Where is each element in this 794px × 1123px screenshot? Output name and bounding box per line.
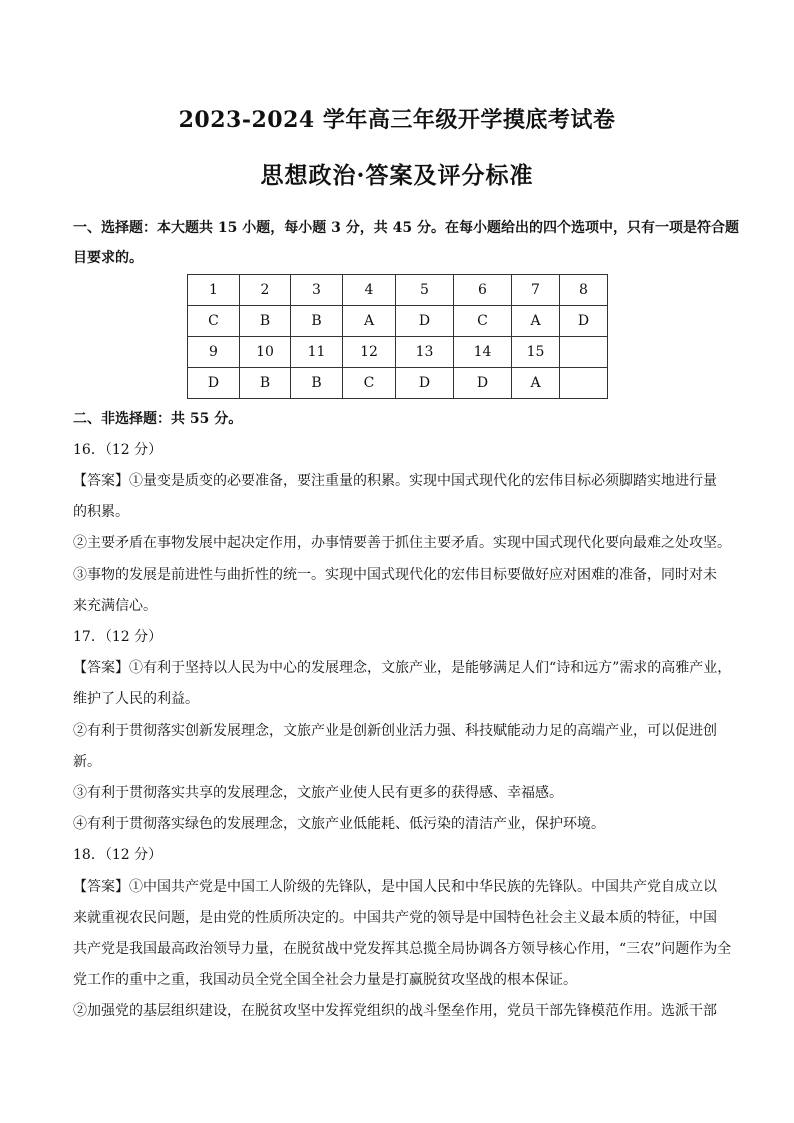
table-cell: C — [454, 306, 512, 337]
section2-heading: 二、非选择题：共 55 分。 — [73, 411, 243, 427]
table-cell: D — [454, 368, 512, 399]
q17-answer-line: 新。 — [73, 754, 101, 770]
table-cell: C — [343, 368, 396, 399]
section1-heading: 一、选择题：本大题共 15 小题，每小题 3 分，共 45 分。在每小题给出的四个选项中，只有一项是符合题 — [73, 220, 739, 236]
q18-answer-line: 党工作的重中之重，我国动员全党全国全社会力量是打赢脱贫攻坚战的根本保证。 — [73, 972, 577, 988]
table-cell: B — [291, 368, 343, 399]
table-row — [188, 337, 608, 368]
table-cell: 13 — [396, 337, 454, 368]
table-cell — [560, 337, 608, 368]
table-row — [188, 275, 608, 306]
section1-heading-cont: 目要求的。 — [73, 250, 143, 266]
q17-answer-line: ④有利于贯彻落实绿色的发展理念，文旅产业低能耗、低污染的清洁产业，保护环境。 — [73, 816, 605, 832]
table-cell: 11 — [291, 337, 343, 368]
table-cell: D — [396, 306, 454, 337]
q18-answer-line: 来就重视农民问题，是由党的性质所决定的。中国共产党的领导是中国特色社会主义最本质的特征，中国 — [73, 910, 717, 926]
table-cell: 3 — [291, 275, 343, 306]
q18-answer-line: 【答案】①中国共产党是中国工人阶级的先锋队，是中国人民和中华民族的先锋队。中国共产党自成立以 — [73, 879, 717, 895]
exam-title: 2023-2024 学年高三年级开学摸底考试卷 — [178, 107, 616, 133]
table-row — [188, 368, 608, 399]
table-cell: 5 — [396, 275, 454, 306]
table-cell: 14 — [454, 337, 512, 368]
q18-answer-line: ②加强党的基层组织建设，在脱贫攻坚中发挥党组织的战斗堡垒作用，党员干部先锋模范作用。选派干部 — [73, 1003, 717, 1019]
q16-answer-line: 来充满信心。 — [73, 598, 157, 614]
table-cell: 7 — [512, 275, 560, 306]
table-cell: B — [240, 368, 291, 399]
q17-label: 17．（12 分） — [73, 629, 163, 645]
table-cell: B — [240, 306, 291, 337]
q18-label: 18．（12 分） — [73, 847, 163, 863]
table-cell: 1 — [188, 275, 240, 306]
q17-answer-line: ②有利于贯彻落实创新发展理念，文旅产业是创新创业活力强、科技赋能动力足的高端产业，可以促进创 — [73, 723, 717, 739]
table-cell: D — [396, 368, 454, 399]
q16-label: 16．（12 分） — [73, 442, 163, 458]
table-cell: 9 — [188, 337, 240, 368]
q18-answer-line: 共产党是我国最高政治领导力量，在脱贫战中党发挥其总揽全局协调各方领导核心作用，“三农”问题作为全 — [73, 941, 732, 957]
q17-answer-line: 【答案】①有利于坚持以人民为中心的发展理念，文旅产业，是能够满足人们“诗和远方”需求的高雅产业， — [73, 660, 732, 676]
table-cell — [560, 368, 608, 399]
table-cell: A — [512, 306, 560, 337]
table-cell: 8 — [560, 275, 608, 306]
table-cell: A — [343, 306, 396, 337]
table-cell: 15 — [512, 337, 560, 368]
q16-answer-line: 的积累。 — [73, 504, 129, 520]
q17-answer-line: 维护了人民的利益。 — [73, 691, 199, 707]
exam-subtitle: 思想政治·答案及评分标准 — [260, 162, 534, 189]
q17-answer-line: ③有利于贯彻落实共享的发展理念，文旅产业使人民有更多的获得感、幸福感。 — [73, 785, 563, 801]
answer-table — [187, 274, 608, 399]
table-cell: 4 — [343, 275, 396, 306]
table-cell: D — [560, 306, 608, 337]
q16-answer-line: ②主要矛盾在事物发展中起决定作用，办事情要善于抓住主要矛盾。实现中国式现代化要向最难之处攻坚。 — [73, 535, 731, 551]
table-cell: 10 — [240, 337, 291, 368]
table-cell: 2 — [240, 275, 291, 306]
table-row — [188, 306, 608, 337]
q16-answer-line: ③事物的发展是前进性与曲折性的统一。实现中国式现代化的宏伟目标要做好应对困难的准备，同时对未 — [73, 567, 717, 583]
table-cell: A — [512, 368, 560, 399]
table-cell: 12 — [343, 337, 396, 368]
q16-answer-line: 【答案】①量变是质变的必要准备，要注重量的积累。实现中国式现代化的宏伟目标必须脚踏实地进行量 — [73, 473, 717, 489]
table-cell: C — [188, 306, 240, 337]
table-cell: 6 — [454, 275, 512, 306]
table-cell: B — [291, 306, 343, 337]
table-cell: D — [188, 368, 240, 399]
